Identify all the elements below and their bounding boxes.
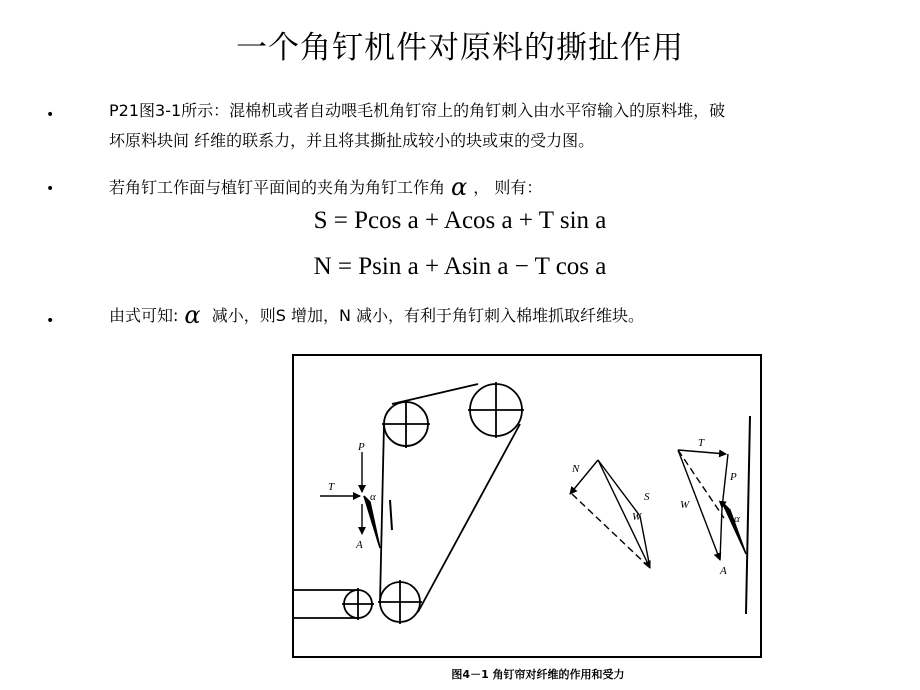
- label-N-mid: N: [572, 463, 580, 475]
- bullet-2: •: [46, 181, 55, 197]
- paragraph-1: [109, 96, 899, 156]
- label-T-right: T: [698, 437, 705, 449]
- label-W-mid: W: [632, 511, 642, 523]
- paragraph-3-tail: 减小，则S 增加，N 减小，有利于角钉刺入棉堆抓取纤维块。: [206, 306, 645, 325]
- paragraph-3-text: 由式可知:: [109, 306, 179, 325]
- label-alpha-left: α: [370, 491, 376, 503]
- label-T-left: T: [328, 481, 335, 493]
- label-S-mid: S: [644, 491, 650, 503]
- figure-caption: 图4－1 角钉帘对纤维的作用和受力: [451, 668, 625, 681]
- page-title: 一个角钉机件对原料的撕扯作用: [236, 30, 684, 66]
- paragraph-2-text: 若角钉工作面与植钉平面间的夹角为角钉工作角: [109, 178, 446, 197]
- bullet-1: •: [46, 107, 55, 123]
- force-diagram-figure: [292, 354, 762, 658]
- label-P-left: P: [358, 441, 365, 453]
- bullet-3: •: [46, 313, 55, 329]
- label-alpha-right: α: [734, 513, 740, 525]
- paragraph-2: [109, 172, 899, 203]
- label-W-right: W: [680, 499, 690, 511]
- alpha-symbol: α: [184, 301, 201, 329]
- formula-n: N = Psin a + Asin a − T cos a: [313, 253, 607, 280]
- formula-s: S = Pcos a + Acos a + T sin a: [313, 207, 607, 234]
- label-P-right: P: [730, 471, 737, 483]
- label-A-left: A: [356, 539, 363, 551]
- alpha-symbol: α: [451, 173, 468, 201]
- paragraph-1-line-1: P21图3-1所示：混棉机或者自动喂毛机角钉帘上的角钉刺入由水平帘输入的原料堆，破: [109, 101, 726, 120]
- paragraph-2-tail: ， 则有：: [473, 178, 543, 197]
- paragraph-3: [109, 300, 899, 331]
- paragraph-1-line-2: 坏原料块间 纤维的联系力，并且将其撕扯成较小的块或束的受力图。: [109, 131, 595, 150]
- label-A-right: A: [720, 565, 727, 577]
